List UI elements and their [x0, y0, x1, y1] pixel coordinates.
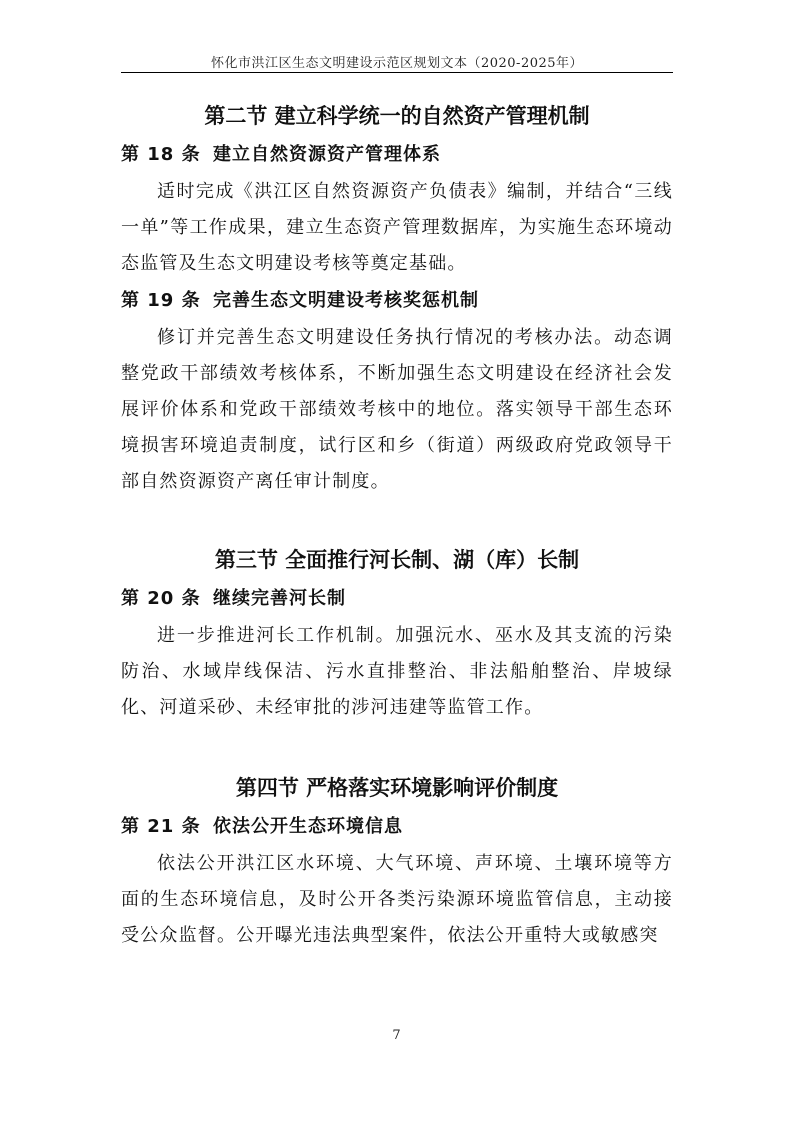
header-rule — [121, 72, 673, 73]
section-title: 第三节 全面推行河长制、湖（库）长制 — [214, 548, 580, 572]
article-heading — [121, 580, 673, 618]
article-title: 继续完善河长制 — [213, 588, 346, 609]
article-paragraph: 适时完成《洪江区自然资源资产负债表》编制，并结合“三线一单”等工作成果，建立生态资产管理数据库，为实施生态环境动态监管及生态文明建设考核等奠定基础。 — [121, 181, 673, 274]
article-heading — [121, 282, 673, 320]
page-content — [121, 96, 673, 954]
article-paragraph: 进一步推进河长工作机制。加强沅水、巫水及其支流的污染防治、水域岸线保洁、污水直排整治、非法船舶整治、岸坡绿化、河道采砂、未经审批的涉河违建等监管工作。 — [121, 625, 673, 718]
section-title: 第四节 严格落实环境影响评价制度 — [235, 776, 559, 800]
article-title: 完善生态文明建设考核奖惩机制 — [213, 290, 479, 311]
article-heading — [121, 808, 673, 846]
article-title: 依法公开生态环境信息 — [213, 816, 403, 837]
article-title: 建立自然资源资产管理体系 — [213, 144, 441, 165]
article-number: 第 19 条 — [121, 290, 201, 311]
article-paragraph: 依法公开洪江区水环境、大气环境、声环境、土壤环境等方面的生态环境信息，及时公开各类污染源环境监管信息，主动接受公众监督。公开曝光违法典型案件，依法公开重特大或敏感突 — [121, 853, 673, 946]
article-paragraph: 修订并完善生态文明建设任务执行情况的考核办法。动态调整党政干部绩效考核体系，不断加强生态文明建设在经济社会发展评价体系和党政干部绩效考核中的地位。落实领导干部生态环境损害环境追责制度，试行区和乡（街道）两级政府党政领导干部自然资源资产离任审计制度。 — [121, 327, 673, 492]
article-number: 第 21 条 — [121, 816, 201, 837]
article-number: 第 18 条 — [121, 144, 201, 165]
article-heading — [121, 136, 673, 174]
section-title: 第二节 建立科学统一的自然资产管理机制 — [204, 104, 590, 128]
running-header: 怀化市洪江区生态文明建设示范区规划文本（2020-2025年） — [210, 56, 584, 71]
article-number: 第 20 条 — [121, 588, 201, 609]
page-number: 7 — [392, 1028, 401, 1043]
section-spacer — [121, 500, 673, 540]
section-spacer — [121, 726, 673, 768]
